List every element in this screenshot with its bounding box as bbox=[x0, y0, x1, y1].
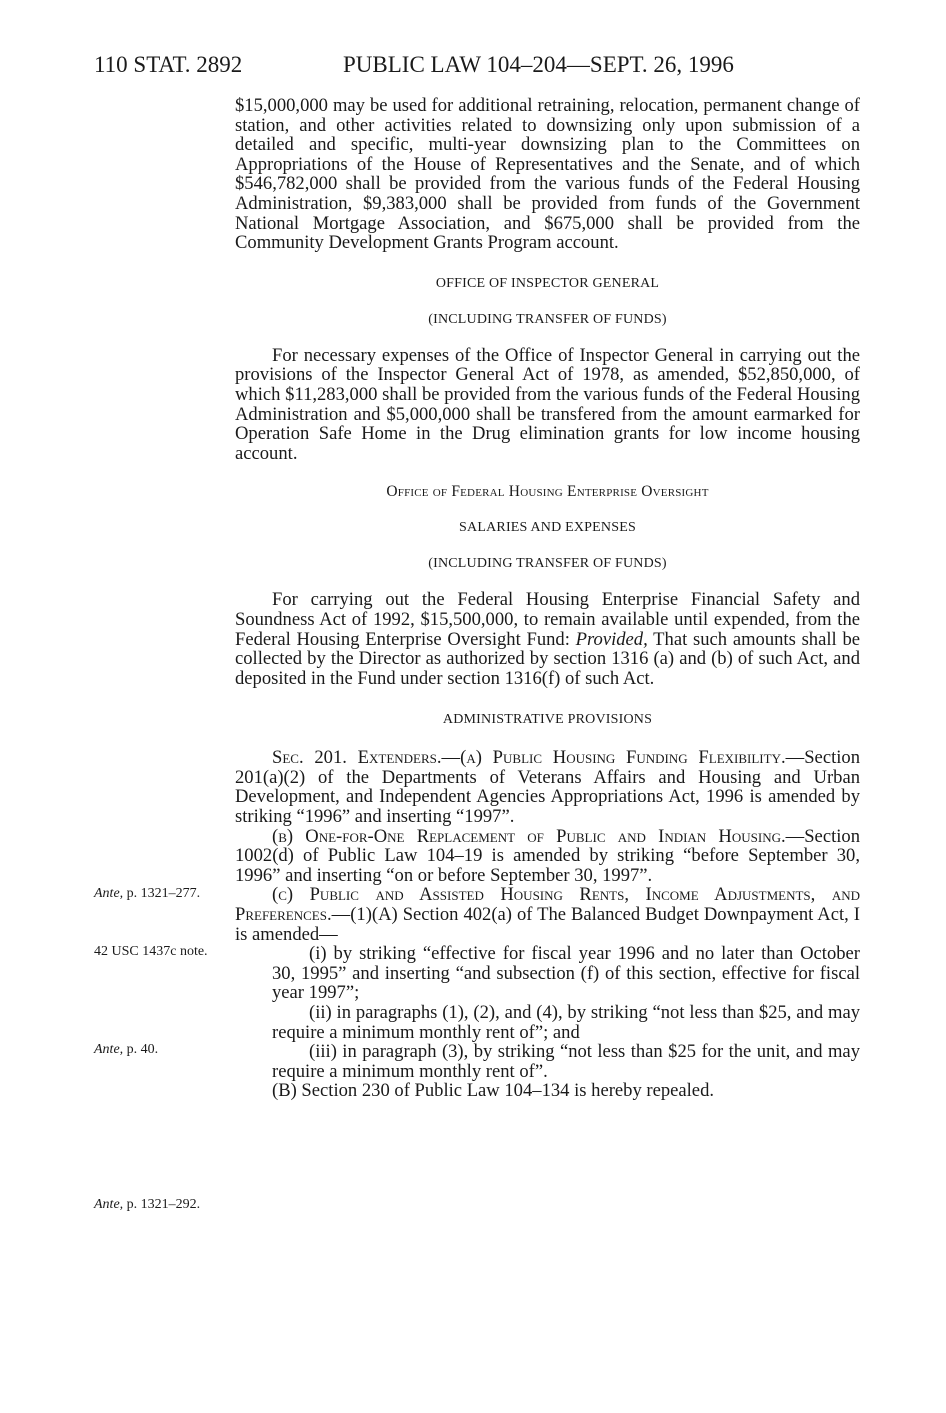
section-201a-text: Section 201(a)(2) of the Departments of Veterans Affairs and Housing and Urban Development, and Independent Agencies Appropriations Act, 1996 is amended by striking “1996” and inserting “1997”. bbox=[235, 747, 860, 828]
margin-note-text: 42 USC 1437c note. bbox=[94, 944, 208, 959]
section-201b-title: (b) One-for-One Replacement of Public and Indian Housing.— bbox=[272, 825, 805, 847]
margin-note-ante-40 bbox=[94, 1042, 209, 1057]
margin-note-ante-1321-277 bbox=[94, 886, 209, 901]
running-head bbox=[94, 50, 794, 80]
clause-i: (i) by striking “effective for fiscal year 1996 and no later than October 30, 1995” and inserting “and subsection (f) of this section, effective for fiscal year 1997”; bbox=[272, 943, 860, 1004]
paragraph-ofheo bbox=[235, 590, 860, 688]
margin-note-ante-label: Ante, bbox=[94, 1042, 124, 1057]
section-201b-text: Section 1002(d) of Public Law 104–19 is amended by striking “before September 30, 1996” and inserting “on or before September 30, 1997”. bbox=[235, 825, 860, 886]
provided-proviso: Provided, bbox=[575, 628, 648, 650]
law-title-date: PUBLIC LAW 104–204—SEPT. 26, 1996 bbox=[343, 52, 734, 77]
paragraph-ofheo-part1: For carrying out the Federal Housing Enterprise Financial Safety and Soundness Act of 1992, $15,500,000, to remain available until expended, from the Federal Housing Enterprise Oversight Fund: bbox=[235, 589, 860, 650]
section-201b bbox=[235, 827, 860, 886]
heading-ofheo: Office of Federal Housing Enterprise Oversight bbox=[386, 483, 709, 501]
paragraph-inspector-general: For necessary expenses of the Office of Inspector General in carrying out the provisions of the Inspector General Act of 1978, as amended, $52,850,000, of which $11,283,000 shall be provided from the various funds of the Federal Housing Administration and $5,000,000 shall be transfered from the amount earmarked for Operation Safe Home in the Drug elimination grants for low income housing account. bbox=[235, 344, 860, 464]
body-column bbox=[235, 96, 860, 1101]
section-201c-title: (c) Public and Assisted Housing Rents, Income Adjustments, and Preferences.— bbox=[235, 884, 860, 926]
statute-citation: 110 STAT. 2892 bbox=[94, 52, 243, 77]
section-201a-title: Sec. 201. Extenders.—(a) Public Housing Funding Flexibility.— bbox=[272, 747, 805, 769]
margin-note-text: p. 1321–292. bbox=[123, 1197, 201, 1212]
margin-note-ante-1321-292 bbox=[94, 1197, 209, 1212]
heading-office-of-inspector-general: OFFICE OF INSPECTOR GENERAL bbox=[435, 275, 660, 291]
paragraph-ofheo-part2: That such amounts shall be collected by the Director as authorized by section 1316 (a) and (b) of such Act, and deposited in the Fund under section 1316(f) of such Act. bbox=[235, 628, 860, 689]
paragraph-downsizing: $15,000,000 may be used for additional retraining, relocation, permanent change of station, and other activities related to downsizing only upon submission of a detailed and specific, multi-year downsizing plan to the Committees on Appropriations of the House of Representatives and the Senate, and of which $546,782,000 shall be provided from the various funds of the Federal Housing Administration, $9,383,000 shall be provided from funds of the Government National Mortgage Association, and $675,000 shall be provided from the Community Development Grants Program account. bbox=[235, 95, 860, 254]
paragraph-b: (B) Section 230 of Public Law 104–134 is hereby repealed. bbox=[272, 1080, 715, 1102]
section-201c-text: (1)(A) Section 402(a) of The Balanced Budget Downpayment Act, I is amended— bbox=[235, 904, 860, 945]
heading-administrative-provisions: ADMINISTRATIVE PROVISIONS bbox=[442, 712, 653, 728]
section-201a bbox=[235, 748, 860, 826]
margin-note-ante-label: Ante, bbox=[94, 886, 124, 901]
heading-including-transfer-of-funds-2: (INCLUDING TRANSFER OF FUNDS) bbox=[428, 556, 667, 572]
heading-including-transfer-of-funds: (INCLUDING TRANSFER OF FUNDS) bbox=[428, 311, 667, 327]
margin-note-text: p. 40. bbox=[123, 1042, 159, 1057]
section-201c bbox=[235, 885, 860, 944]
margin-note-42usc-1437c bbox=[94, 944, 209, 959]
clause-iii: (iii) in paragraph (3), by striking “not less than $25 for the unit, and may require a minimum monthly rent of”. bbox=[272, 1041, 860, 1082]
margin-note-text: p. 1321–277. bbox=[123, 886, 201, 901]
clause-ii: (ii) in paragraphs (1), (2), and (4), by striking “not less than $25, and may require a minimum monthly rent of”; and bbox=[272, 1002, 860, 1043]
heading-salaries-and-expenses: SALARIES AND EXPENSES bbox=[459, 520, 636, 536]
margin-note-ante-label: Ante, bbox=[94, 1197, 124, 1212]
